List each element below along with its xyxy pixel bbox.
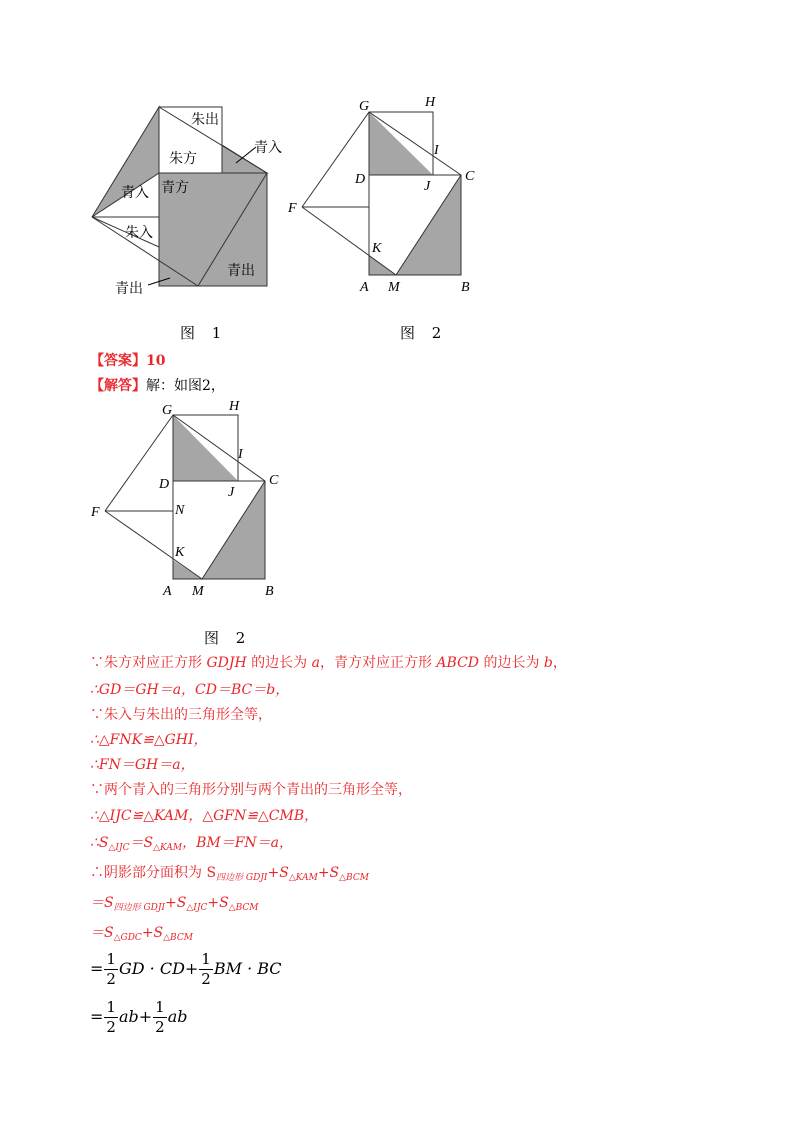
fig3-point-f: F: [91, 505, 100, 520]
step-10: $=S_{四边形 GDJI}+S_{\triangle IJC}+S_{\triangle BCM}$: [90, 895, 259, 913]
math-line-1: = $\frac{1}{2}$ GD · CD+ $\frac{1}{2}$ BM · BC: [90, 950, 282, 988]
fig2-point-a: A: [360, 280, 369, 295]
step-9: ∴阴影部分面积为 $S_{四边形 GDJI}+S_{\triangle KAM}+S_{\triangle BCM}$: [90, 865, 369, 883]
fig2-point-c: C: [465, 169, 475, 184]
fig3-point-b: B: [265, 584, 274, 599]
math-line-2: = $\frac{1}{2}$ ab+ $\frac{1}{2}$ ab: [90, 998, 188, 1036]
step-2: ∴GD＝GH＝a，CD＝BC＝b，: [90, 682, 290, 698]
step-6: ∵两个青入的三角形分别与两个青出的三角形全等，: [90, 782, 412, 798]
step-3: ∵朱入与朱出的三角形全等，: [90, 707, 272, 723]
fig2-point-d: D: [355, 172, 366, 187]
fig2-point-k: K: [372, 241, 382, 256]
fig1-label-qingchu-bottom: 青出: [227, 264, 255, 279]
shaded-gdji-2: [173, 415, 238, 481]
answer-value: 10: [146, 353, 166, 369]
fraction-half: $\frac{1}{2}$: [106, 950, 116, 988]
step-4: ∴△FNK≌△GHI，: [90, 732, 208, 748]
step-8: $\therefore S_{\triangle IJC}=S_{\triangle KAM}$，BM＝FN＝a，: [90, 835, 294, 853]
fig1-label-zhuchu: 朱出: [191, 113, 219, 128]
fig1-label-zhuru: 朱入: [125, 226, 153, 241]
fig2-point-h: H: [425, 95, 436, 110]
step-1: ∵朱方对应正方形 GDJH 的边长为 a，青方对应正方形 ABCD 的边长为 b，: [90, 655, 567, 671]
figure-2-caption: 图 2: [400, 324, 448, 342]
fig2-point-m: M: [388, 280, 400, 295]
fig3-point-n: N: [175, 503, 185, 518]
step-7: ∴△IJC≌△KAM，△GFN≌△CMB，: [90, 808, 319, 824]
fig2-point-i: I: [434, 143, 439, 158]
fig1-label-zhufang: 朱方: [169, 152, 197, 167]
fig3-point-g: G: [162, 403, 173, 418]
fig1-label-qingru-left: 青入: [121, 186, 149, 201]
fraction-half: $\frac{1}{2}$: [201, 950, 211, 988]
fig3-point-a: A: [163, 584, 172, 599]
fig2-point-g: G: [359, 99, 370, 114]
fig3-point-m: M: [192, 584, 204, 599]
fig3-point-c: C: [269, 473, 279, 488]
step-11: $=S_{\triangle GDC}+S_{\triangle BCM}$: [90, 925, 193, 943]
fraction-half: $\frac{1}{2}$: [155, 998, 165, 1036]
solution-label: 【解答】: [90, 378, 146, 394]
fig1-label-qingfang: 青方: [161, 181, 189, 196]
fig2-point-j: J: [424, 179, 431, 194]
step-5: ∴FN＝GH＝a，: [90, 757, 195, 773]
fraction-half: $\frac{1}{2}$: [106, 998, 116, 1036]
fig3-point-d: D: [159, 477, 170, 492]
fig3-point-i: I: [238, 447, 243, 462]
fig3-point-k: K: [175, 545, 185, 560]
answer-label: 【答案】: [90, 353, 146, 369]
figure-1-caption: 图 1: [180, 324, 228, 342]
fig2-point-b: B: [461, 280, 470, 295]
fig3-point-j: J: [228, 485, 235, 500]
solution-intro: 解：如图2，: [146, 378, 225, 394]
figure-3-caption: 图 2: [204, 629, 252, 647]
fig3-point-h: H: [229, 399, 240, 414]
fig2-point-f: F: [288, 201, 297, 216]
fig1-label-qingchu-left: 青出: [115, 282, 143, 297]
fig1-label-qingru-top: 青入: [254, 141, 282, 156]
